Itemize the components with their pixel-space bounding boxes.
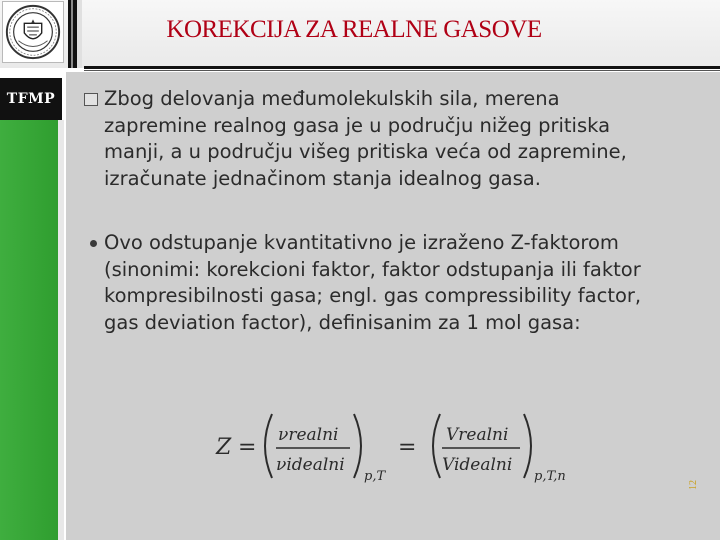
frac2-subscript: p,T,n: [534, 469, 566, 484]
z-factor-formula: [214, 406, 594, 486]
bullet-2: [86, 230, 686, 336]
bullet-1-line: izračunate jednačinom stanja idealnog gasa.: [104, 166, 541, 190]
bullet-1-line: manji, a u području višeg pritiska veća od zapremine,: [104, 140, 627, 163]
dot-bullet-icon: [90, 240, 97, 247]
paren-right-1: [354, 414, 361, 478]
page-number: 12: [688, 480, 699, 490]
paren-right-2: [524, 414, 531, 478]
slide-title: [0, 16, 708, 44]
title-underline-thin: [84, 70, 720, 71]
bullet-2-line: (sinonimi: korekcioni faktor, faktor odstupanja ili faktor: [104, 257, 641, 281]
green-sidebar: [0, 120, 58, 540]
slide-title-text: KOREKCIJA ZA REALNE GASOVE: [166, 16, 542, 43]
frac2-numerator: Vrealni: [446, 425, 509, 445]
box-bullet-icon: [84, 93, 98, 106]
frac2-denominator: Videalni: [442, 455, 513, 475]
formula-eq-2: =: [398, 435, 417, 460]
bullet-1-line: zapremine realnog gasa je u području nižeg pritiska: [104, 113, 611, 137]
bullet-2-text: [104, 230, 686, 336]
title-underline: [84, 66, 720, 69]
tfmp-logo-text: TFMP: [6, 91, 56, 107]
bullet-1: [86, 86, 686, 192]
formula-lhs: Z: [216, 435, 232, 460]
formula-eq-1: =: [238, 435, 257, 460]
bullet-1-line: Zbog delovanja međumolekulskih sila, merena: [104, 87, 560, 110]
paren-left-2: [433, 414, 440, 478]
bullet-2-line: kompresibilnosti gasa; engl. gas compressibility factor,: [104, 284, 642, 307]
frac1-denominator: νidealni: [276, 455, 345, 475]
green-sidebar-edge: [58, 120, 64, 540]
frac1-subscript: p,T: [364, 469, 386, 484]
slide-content: [66, 72, 720, 540]
tfmp-logo: [0, 78, 62, 120]
bullet-2-line: gas deviation factor), definisanim za 1 mol gasa:: [104, 310, 581, 334]
bullet-1-text: [104, 86, 686, 192]
frac1-numerator: νrealni: [278, 425, 339, 445]
bullet-2-line: Ovo odstupanje kvantitativno je izraženo Z-faktorom: [104, 231, 619, 254]
paren-left-1: [265, 414, 272, 478]
